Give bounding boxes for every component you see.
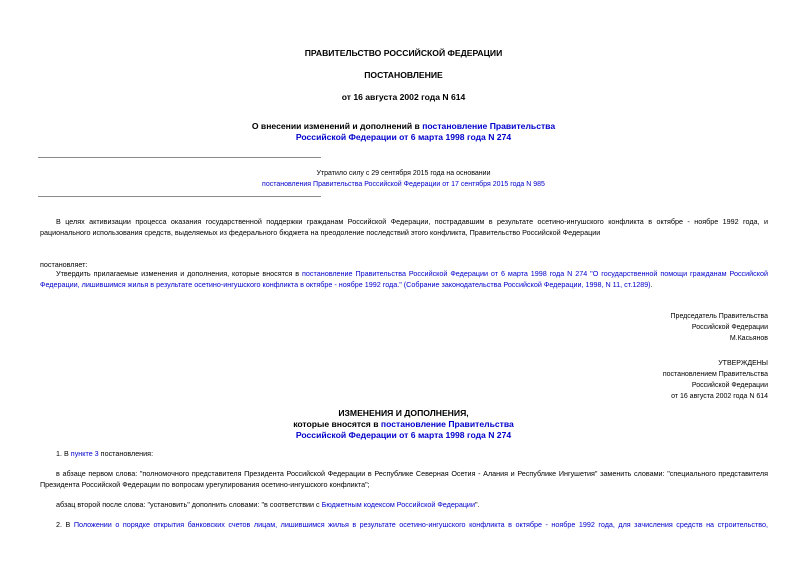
para-b-suffix: ".: [474, 500, 480, 509]
signature-name: М.Касьянов: [729, 335, 768, 342]
signature-block: [671, 311, 768, 344]
changes-title-line3: [0, 430, 807, 440]
item-1-prefix: 1. В: [56, 449, 71, 458]
document-type: ПОСТАНОВЛЕНИЕ: [364, 70, 443, 80]
resolves-text: Утвердить прилагаемые изменения и дополнения, которые вносятся в: [56, 269, 303, 278]
resolves-text-end: .: [650, 280, 653, 289]
divider-top: [38, 157, 321, 158]
document-date-number: от 16 августа 2002 года N 614: [341, 92, 466, 102]
document-title-line1: [0, 121, 807, 131]
signature-position: Председатель Правительства: [670, 313, 768, 320]
signature-country: Российской Федерации: [691, 324, 768, 331]
changes-title-line1: ИЗМЕНЕНИЯ И ДОПОЛНЕНИЯ,: [338, 408, 469, 418]
item-1-paragraph-b: [56, 499, 768, 510]
document-title-line2: [0, 132, 807, 142]
approved-block: [663, 358, 768, 402]
para-b-link[interactable]: Бюджетным кодексом Российской Федерации: [321, 500, 475, 509]
government-heading: ПРАВИТЕЛЬСТВО РОССИЙСКОЙ ФЕДЕРАЦИИ: [304, 48, 503, 58]
approved-label: УТВЕРЖДЕНЫ: [718, 360, 768, 367]
resolves-paragraph: [40, 268, 768, 290]
approved-by: постановлением Правительства: [662, 371, 768, 378]
item-2-prefix: 2. В: [56, 520, 74, 529]
resolves-label: постановляет:: [40, 260, 88, 269]
title-link-part2[interactable]: Российской Федерации от 6 марта 1998 года N 274: [295, 132, 512, 142]
title-link-part1[interactable]: постановление Правительства: [422, 121, 556, 131]
title-prefix: О внесении изменений и дополнений в: [251, 121, 423, 131]
item-1-suffix: постановления:: [98, 449, 154, 458]
item-1-paragraph-a: в абзаце первом слова: "полномочного представителя Президента Российской Федерации в Республике Северная Осетия - Алания и Республике Ингушетия" заменить словами: "специального представителя Президента Российской Федерации по вопросам урегулирования осетино-ингушского конфликта";: [40, 469, 768, 489]
item-2-link[interactable]: Положении о порядке открытия банковских счетов лицам, лишившимся жилья в результате осетино-ингушского конфликта в октябре - ноябре 1992 года, для зачисления средств на строительство,: [73, 520, 768, 529]
para-b-prefix: абзац второй после слова: "установить" дополнить словами: "в соответствии с: [56, 500, 322, 509]
status-repeal-link[interactable]: постановления Правительства Российской Федерации от 17 сентября 2015 года N 985: [262, 181, 545, 188]
item-2-line: [40, 519, 768, 530]
changes-title-link1[interactable]: постановление Правительства: [380, 419, 514, 429]
item-1-link[interactable]: пункте 3: [70, 449, 99, 458]
item-1: [56, 448, 768, 459]
changes-title-link2[interactable]: Российской Федерации от 6 марта 1998 года N 274: [295, 430, 512, 440]
resolves-link[interactable]: постановление Правительства Российской Федерации от 6 марта 1998 года N 274 "О государственной помощи гражданам Российской Федерации, лишившимся жилья в результате осетино-ингушского конфликта в октябре - ноябре 1992 года." (Собрание законодательства Российской Федерации, 1998, N 11, ст.1289): [40, 269, 768, 289]
changes-title-line2: [0, 419, 807, 429]
item-2: [40, 519, 768, 530]
approved-country: Российской Федерации: [691, 382, 768, 389]
preamble-paragraph: В целях активизации процесса оказания государственной поддержки гражданам Российской Федерации, пострадавшим в результате осетино-ингушского конфликта в октябре - ноябре 1992 года, и рационального использования средств, выделяемых из федерального бюджета на преодоление последствий этого конфликта, Правительство Российской Федерации: [40, 217, 768, 237]
approved-date: от 16 августа 2002 года N 614: [671, 393, 768, 400]
changes-title-prefix: которые вносятся в: [293, 419, 381, 429]
status-line1: Утратило силу с 29 сентября 2015 года на основании: [316, 170, 491, 177]
divider-bottom: [38, 196, 321, 197]
